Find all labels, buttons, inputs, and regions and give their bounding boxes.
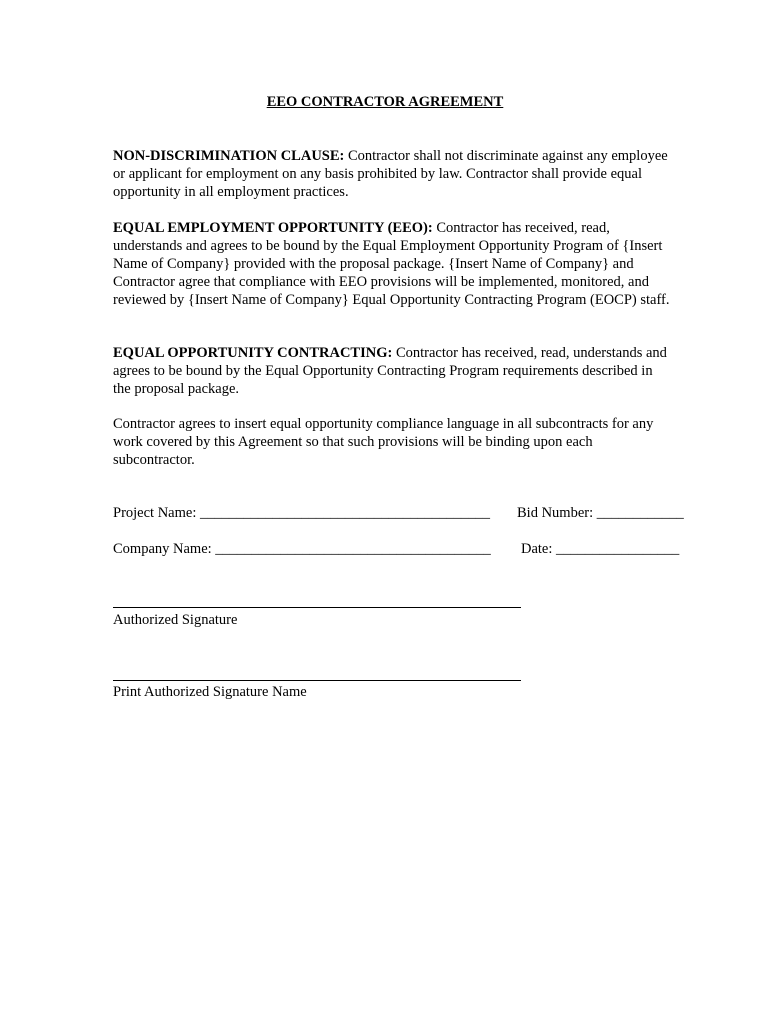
date-field[interactable]: Date: _________________ (521, 541, 680, 557)
section-text: Contractor has received, read, understands and agrees to be bound by the Equal Employment Opportunity Program of {Insert Name of Company} provided with the proposal package. {Insert Name of Company} and Contractor agree that compliance with EEO provisions will be implemented, monitored, and reviewed by {Insert Name of Company} Equal Opportunity Contracting Program (EOCP) staff. (113, 220, 670, 308)
authorized-signature-line[interactable] (113, 607, 521, 608)
equal-opportunity-contracting-clause (113, 344, 673, 398)
document-title: EEO CONTRACTOR AGREEMENT (266, 94, 504, 110)
section-heading: EQUAL OPPORTUNITY CONTRACTING: (113, 345, 393, 361)
subcontract-clause (113, 415, 673, 469)
project-name-field[interactable]: Project Name: ________________________________________ (113, 505, 490, 521)
authorized-signature-label: Authorized Signature (113, 612, 238, 628)
section-text: Contractor agrees to insert equal opportunity compliance language in all subcontracts for any work covered by this Agreement so that such provisions will be binding upon each subcontractor. (113, 416, 654, 468)
non-discrimination-clause (113, 147, 673, 201)
section-text: Contractor shall not discriminate against any employee or applicant for employment on any basis prohibited by law. Contractor shall provide equal opportunity in all employment practices. (113, 148, 668, 200)
print-name-label: Print Authorized Signature Name (113, 684, 307, 700)
section-text: Contractor has received, read, understands and agrees to be bound by the Equal Opportunity Contracting Program requirements described in the proposal package. (113, 345, 667, 397)
eeo-clause (113, 219, 673, 309)
print-name-line[interactable] (113, 680, 521, 681)
company-name-field[interactable]: Company Name: ______________________________________ (113, 541, 491, 557)
section-heading: NON-DISCRIMINATION CLAUSE: (113, 148, 345, 164)
bid-number-field[interactable]: Bid Number: ____________ (517, 505, 684, 521)
section-heading: EQUAL EMPLOYMENT OPPORTUNITY (EEO): (113, 220, 433, 236)
